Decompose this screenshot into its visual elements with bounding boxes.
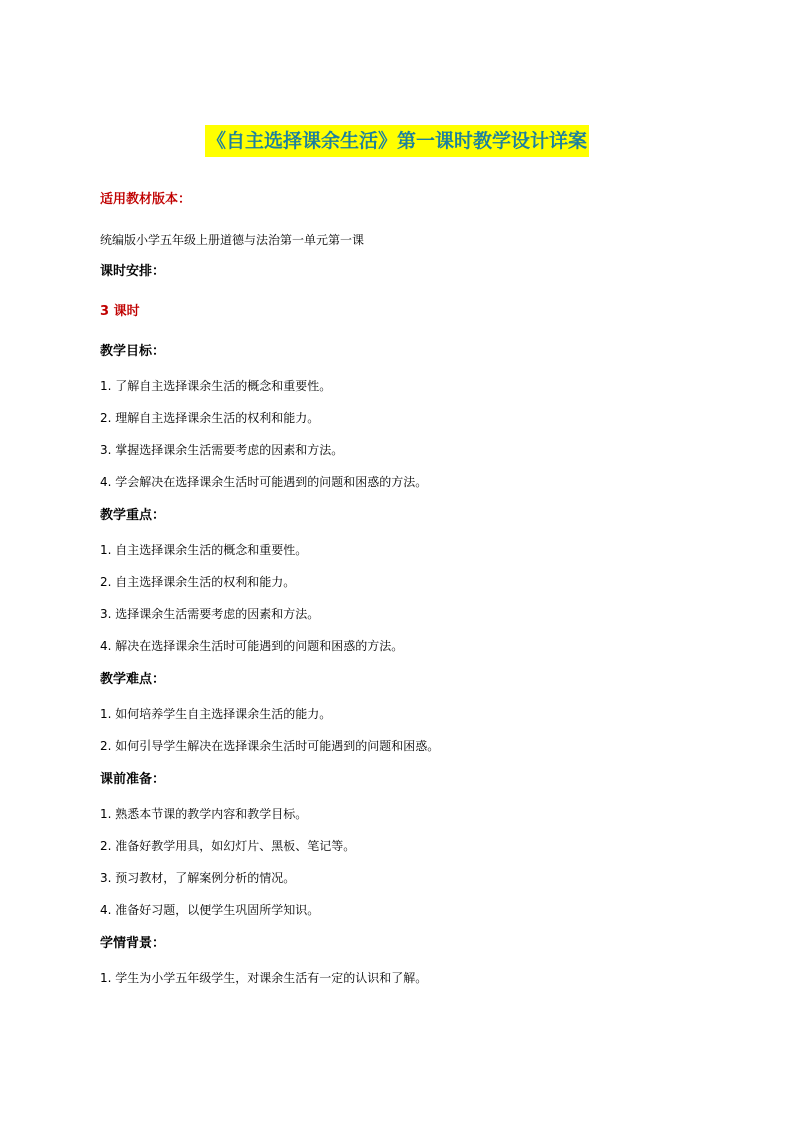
- prep-label: 课前准备：: [100, 772, 166, 787]
- goal-item: 3. 掌握选择课余生活需要考虑的因素和方法。: [100, 443, 344, 457]
- keypoint-item: 4. 解决在选择课余生活时可能遇到的问题和困惑的方法。: [100, 639, 404, 653]
- goal-item: 2. 理解自主选择课余生活的权利和能力。: [100, 411, 320, 425]
- keypoints-label: 教学重点：: [100, 508, 166, 523]
- prep-item: 1. 熟悉本节课的教学内容和教学目标。: [100, 807, 308, 821]
- document-title: 《自主选择课余生活》第一课时教学设计详案: [205, 125, 589, 157]
- prep-item: 4. 准备好习题，以便学生巩固所学知识。: [100, 903, 320, 917]
- goals-label: 教学目标：: [100, 344, 166, 359]
- keypoint-item: 2. 自主选择课余生活的权利和能力。: [100, 575, 296, 589]
- document-body: [100, 190, 720, 988]
- textbook-label: 适用教材版本：: [100, 192, 192, 207]
- prep-item: 2. 准备好教学用具，如幻灯片、黑板、笔记等。: [100, 839, 356, 853]
- keypoint-item: 3. 选择课余生活需要考虑的因素和方法。: [100, 607, 320, 621]
- difficulty-item: 2. 如何引导学生解决在选择课余生活时可能遇到的问题和困惑。: [100, 739, 440, 753]
- background-label: 学情背景：: [100, 936, 166, 951]
- prep-item: 3. 预习教材，了解案例分析的情况。: [100, 871, 296, 885]
- schedule-value: 3 课时: [100, 304, 140, 319]
- textbook-value: 统编版小学五年级上册道德与法治第一单元第一课: [100, 233, 365, 247]
- goal-item: 4. 学会解决在选择课余生活时可能遇到的问题和困惑的方法。: [100, 475, 428, 489]
- difficulties-label: 教学难点：: [100, 672, 166, 687]
- goal-item: 1. 了解自主选择课余生活的概念和重要性。: [100, 379, 332, 393]
- title-container: [0, 125, 794, 157]
- background-item: 1. 学生为小学五年级学生，对课余生活有一定的认识和了解。: [100, 971, 428, 985]
- keypoint-item: 1. 自主选择课余生活的概念和重要性。: [100, 543, 308, 557]
- difficulty-item: 1. 如何培养学生自主选择课余生活的能力。: [100, 707, 332, 721]
- schedule-label: 课时安排：: [100, 264, 166, 279]
